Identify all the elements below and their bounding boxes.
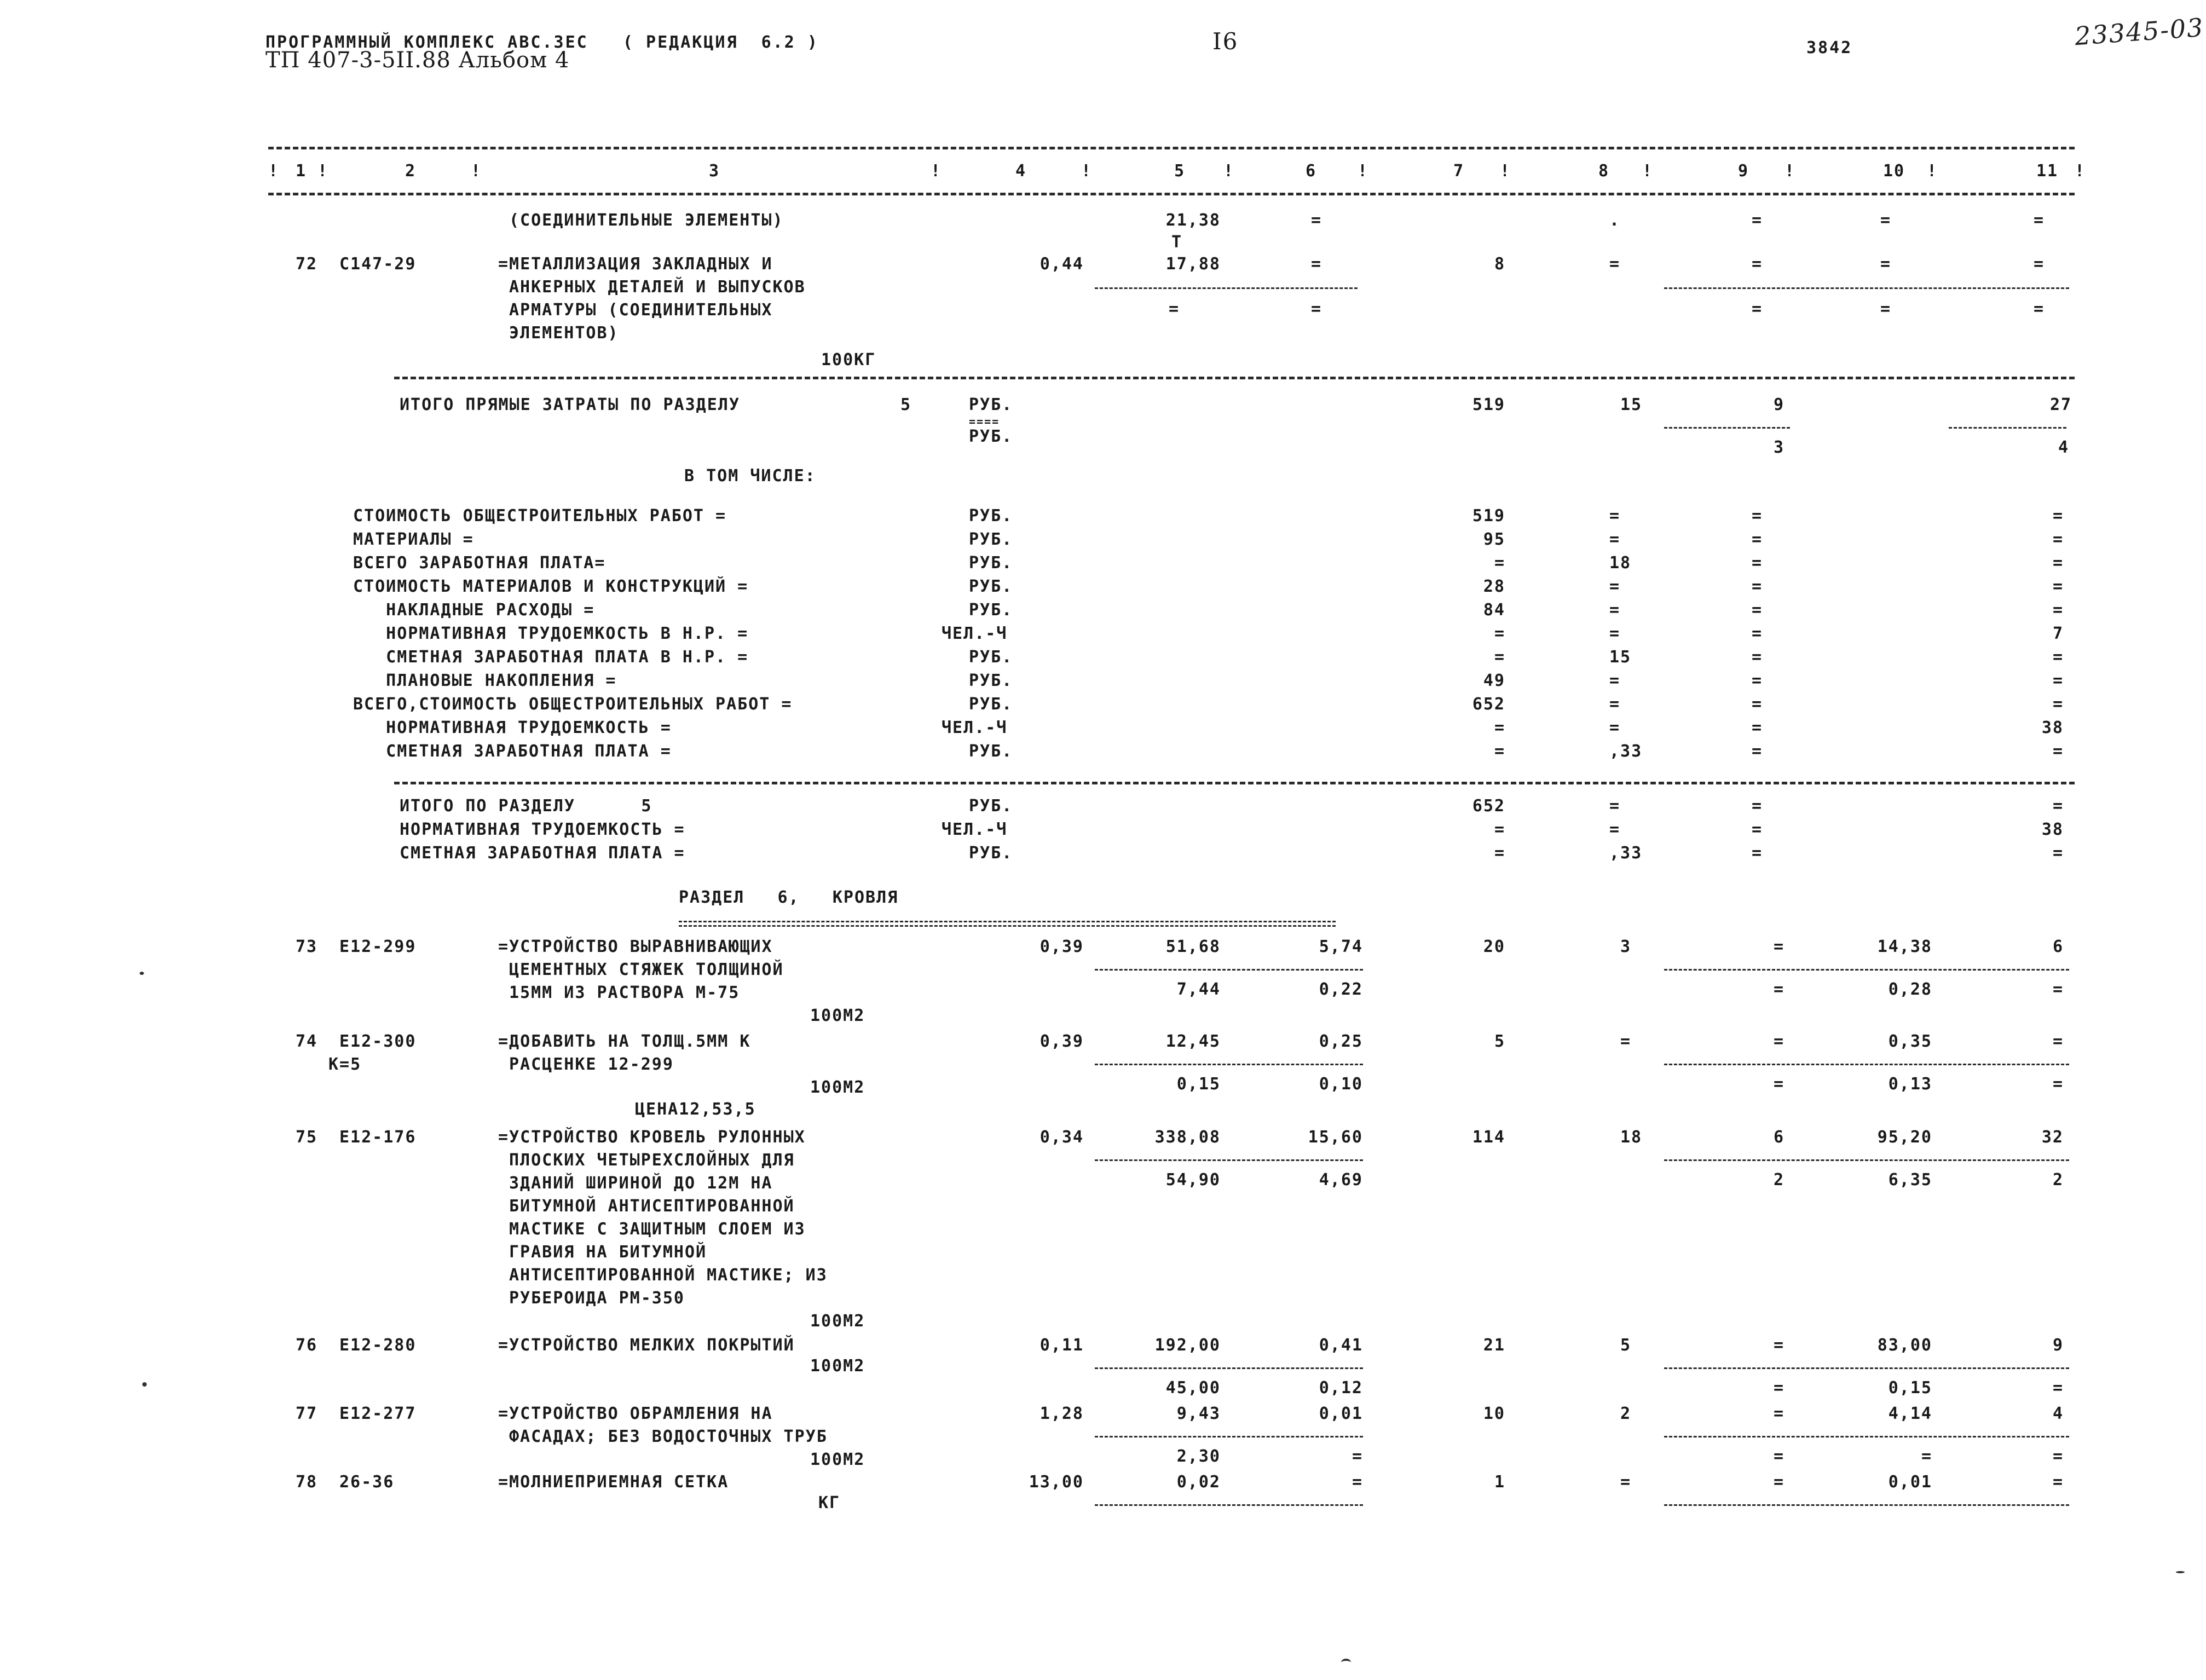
item-c5: 0,02 [1176, 1473, 1221, 1492]
column-header-6: 6 [1306, 161, 1317, 181]
section-total-unit: ЧЕЛ.-Ч [942, 820, 1008, 839]
totals-unit-1: РУБ. [969, 395, 1013, 414]
item-c9: = [1773, 1473, 1785, 1492]
item-code: 26-36 [339, 1473, 395, 1492]
breakdown-c8: = [1609, 718, 1621, 737]
item-c5b: 7,44 [1176, 980, 1221, 999]
breakdown-label: СМЕТНАЯ ЗАРАБОТНАЯ ПЛАТА В Н.Р. = [353, 648, 749, 667]
item-c6b: 0,12 [1319, 1378, 1363, 1398]
item-c11b: = [2052, 1447, 2064, 1466]
item-c7: 20 [1483, 937, 1505, 956]
section-total-c11: 38 [2041, 820, 2064, 839]
item-c11b: = [2052, 980, 2064, 999]
item-rule-c5c6 [1095, 1367, 1363, 1369]
column-header-5: 5 [1174, 161, 1186, 181]
item-c11: 4 [2052, 1404, 2064, 1423]
item-code: Е12-277 [339, 1404, 417, 1423]
section-total-c7: 652 [1472, 796, 1505, 816]
item-c4: 0,39 [1040, 1032, 1084, 1051]
item-c5: 12,45 [1165, 1032, 1221, 1051]
item-c5: 51,68 [1165, 937, 1221, 956]
item-c6: 0,41 [1319, 1336, 1363, 1355]
item-c11: = [2052, 1032, 2064, 1051]
item-unit: КГ [818, 1493, 841, 1512]
item-description-line: =УСТРОЙСТВО ВЫРАВНИВАЮЩИХ [498, 937, 773, 956]
section-total-c11: = [2052, 844, 2064, 863]
breakdown-c8: = [1609, 577, 1621, 596]
item-c7: 5 [1494, 1032, 1505, 1051]
breakdown-c9: = [1752, 601, 1763, 620]
item-c9b: = [1773, 1075, 1785, 1094]
item-72-c10b: = [1880, 299, 1892, 319]
totals-top-rule [394, 377, 2075, 379]
section-total-c8: = [1609, 796, 1621, 816]
item-c10: 0,35 [1888, 1032, 1932, 1051]
item-code: Е12-176 [339, 1128, 417, 1147]
breakdown-c7: 652 [1472, 695, 1505, 714]
column-separator: ! [1500, 161, 1511, 181]
item-c10b: 0,13 [1888, 1075, 1932, 1094]
item-c5: 9,43 [1176, 1404, 1221, 1423]
breakdown-c11: = [2052, 506, 2064, 526]
breakdown-unit: РУБ. [969, 671, 1013, 690]
item-72-rule-c9c11 [1664, 287, 2069, 289]
breakdown-unit: РУБ. [969, 742, 1013, 761]
row-connecting-c9: = [1752, 211, 1763, 230]
totals-c11b: 4 [2058, 438, 2070, 457]
breakdown-label: НАКЛАДНЫЕ РАСХОДЫ = [353, 601, 595, 620]
item-72-line-2: АНКЕРНЫХ ДЕТАЛЕЙ И ВЫПУСКОВ [509, 278, 806, 297]
item-description-line: ГРАВИЯ НА БИТУМНОЙ [509, 1243, 707, 1262]
item-c11b: = [2052, 1075, 2064, 1094]
item-rule-c9c11 [1664, 1367, 2069, 1369]
item-number: 75 [296, 1128, 318, 1147]
breakdown-unit: РУБ. [969, 506, 1013, 526]
item-72-line-3: АРМАТУРЫ (СОЕДИНИТЕЛЬНЫХ [509, 301, 773, 320]
totals-c8: 15 [1620, 395, 1643, 414]
item-c10b: 0,15 [1888, 1378, 1932, 1398]
item-72-c4: 0,44 [1040, 255, 1084, 274]
item-72-c5: 17,88 [1165, 255, 1221, 274]
section-6-underline [679, 921, 1336, 922]
item-c9: = [1773, 937, 1785, 956]
item-rule-c5c6 [1095, 1504, 1363, 1506]
item-c8: 18 [1620, 1128, 1643, 1147]
column-header-2: 2 [405, 161, 417, 181]
totals-rule-c9 [1664, 427, 1790, 429]
breakdown-label: НОРМАТИВНАЯ ТРУДОЕМКОСТЬ = [353, 718, 672, 737]
breakdown-c9: = [1752, 718, 1763, 737]
item-72-line-4: ЭЛЕМЕНТОВ) [509, 324, 619, 343]
item-c6b: 4,69 [1319, 1170, 1363, 1190]
item-number: 76 [296, 1336, 318, 1355]
item-c10: 0,01 [1888, 1473, 1932, 1492]
totals-unit-sep: ==== [969, 415, 1000, 428]
item-c4: 0,11 [1040, 1336, 1084, 1355]
breakdown-c11: = [2052, 601, 2064, 620]
breakdown-c7: 28 [1483, 577, 1505, 596]
table-header-rule [268, 193, 2075, 195]
item-72-c5b: = [1169, 299, 1180, 319]
item-rule-c5c6 [1095, 1159, 1363, 1161]
totals-unit-2: РУБ. [969, 427, 1013, 446]
column-header-7: 7 [1453, 161, 1465, 181]
row-connecting-c8: . [1609, 211, 1621, 230]
item-c5b: 45,00 [1165, 1378, 1221, 1398]
breakdown-unit: РУБ. [969, 648, 1013, 667]
page-number: I6 [1212, 28, 1239, 55]
item-c11: = [2052, 1473, 2064, 1492]
item-c10b: 6,35 [1888, 1170, 1932, 1190]
section-total-label: НОРМАТИВНАЯ ТРУДОЕМКОСТЬ = [400, 820, 685, 839]
item-description-line: АНТИСЕПТИРОВАННОЙ МАСТИКЕ; ИЗ [509, 1266, 828, 1285]
section-total-label: ИТОГО ПО РАЗДЕЛУ 5 [400, 796, 652, 816]
breakdown-label: СТОИМОСТЬ ОБЩЕСТРОИТЕЛЬНЫХ РАБОТ = [353, 506, 727, 526]
item-c8: = [1620, 1032, 1632, 1051]
item-c9: = [1773, 1032, 1785, 1051]
item-description-line: ЗДАНИЙ ШИРИНОЙ ДО 12М НА [509, 1174, 773, 1193]
column-separator: ! [471, 161, 482, 181]
breakdown-c11: = [2052, 695, 2064, 714]
item-c9b: 2 [1773, 1170, 1785, 1190]
breakdown-unit: РУБ. [969, 695, 1013, 714]
item-number: 77 [296, 1404, 318, 1423]
totals-c9b: 3 [1774, 438, 1785, 457]
totals-section-number: 5 [900, 395, 912, 414]
item-72-c11: = [2034, 255, 2045, 274]
album-title: ТП 407-3-5II.88 Альбом 4 [265, 48, 570, 73]
item-c6: 5,74 [1319, 937, 1363, 956]
handwritten-number: 23345-03 [2074, 12, 2205, 51]
breakdown-c8: = [1609, 671, 1621, 690]
item-c8: 5 [1620, 1336, 1632, 1355]
item-code: Е12-280 [339, 1336, 417, 1355]
item-c11: 6 [2052, 937, 2064, 956]
including-label: В ТОМ ЧИСЛЕ: [684, 466, 816, 486]
document-code: 3842 [1806, 38, 1853, 57]
item-c5b: 0,15 [1176, 1075, 1221, 1094]
breakdown-label: СМЕТНАЯ ЗАРАБОТНАЯ ПЛАТА = [353, 742, 672, 761]
breakdown-c7: = [1494, 553, 1505, 573]
item-c7: 21 [1483, 1336, 1505, 1355]
breakdown-c7: = [1494, 742, 1505, 761]
breakdown-unit: РУБ. [969, 553, 1013, 573]
item-description-line: ЦЕМЕНТНЫХ СТЯЖЕК ТОЛЩИНОЙ [509, 960, 784, 979]
column-header-1: 1 [296, 161, 307, 181]
speck [140, 972, 144, 975]
totals-c9: 9 [1774, 395, 1785, 414]
breakdown-c8: = [1609, 624, 1621, 643]
column-separator: ! [1927, 161, 1938, 181]
totals-rule-c11 [1949, 427, 2066, 429]
item-c11b: = [2052, 1378, 2064, 1398]
breakdown-label: НОРМАТИВНАЯ ТРУДОЕМКОСТЬ В Н.Р. = [353, 624, 749, 643]
item-c6: = [1352, 1473, 1363, 1492]
speck [142, 1382, 147, 1387]
column-separator: ! [2075, 161, 2086, 181]
breakdown-label: СТОИМОСТЬ МАТЕРИАЛОВ И КОНСТРУКЦИЙ = [353, 577, 749, 596]
item-description-line: ФАСАДАХ; БЕЗ ВОДОСТОЧНЫХ ТРУБ [509, 1427, 828, 1446]
breakdown-c9: = [1752, 648, 1763, 667]
breakdown-c8: = [1609, 695, 1621, 714]
breakdown-unit: РУБ. [969, 601, 1013, 620]
breakdown-c9: = [1752, 506, 1763, 526]
breakdown-c9: = [1752, 624, 1763, 643]
breakdown-label: МАТЕРИАЛЫ = [353, 530, 474, 549]
breakdown-c9: = [1752, 577, 1763, 596]
item-c6: 15,60 [1308, 1128, 1363, 1147]
item-c10: 83,00 [1877, 1336, 1932, 1355]
section-6-title: РАЗДЕЛ 6, КРОВЛЯ [679, 888, 899, 907]
item-c5: 192,00 [1154, 1336, 1221, 1355]
breakdown-c11: = [2052, 577, 2064, 596]
column-separator: ! [1223, 161, 1235, 181]
item-number: 74 [296, 1032, 318, 1051]
item-rule-c9c11 [1664, 1159, 2069, 1161]
item-rule-c5c6 [1095, 969, 1363, 971]
breakdown-unit: РУБ. [969, 530, 1013, 549]
item-unit: 100М2 [810, 1312, 865, 1331]
breakdown-c9: = [1752, 530, 1763, 549]
item-rule-c5c6 [1095, 1436, 1363, 1437]
item-code: Е12-300 [339, 1032, 417, 1051]
column-separator: ! [931, 161, 942, 181]
section-total-c9: = [1752, 796, 1763, 816]
item-c8: 3 [1620, 937, 1632, 956]
breakdown-c11: = [2052, 742, 2064, 761]
column-header-10: 10 [1883, 161, 1905, 181]
item-unit: 100М2 [810, 1078, 865, 1097]
item-72-c6: = [1311, 255, 1323, 274]
speck [1341, 1659, 1351, 1666]
item-description-line: БИТУМНОЙ АНТИСЕПТИРОВАННОЙ [509, 1197, 795, 1216]
breakdown-label: ВСЕГО,СТОИМОСТЬ ОБЩЕСТРОИТЕЛЬНЫХ РАБОТ = [353, 695, 793, 714]
section-total-c11: = [2052, 796, 2064, 816]
item-c11b: 2 [2052, 1170, 2064, 1190]
section-total-unit: РУБ. [969, 796, 1013, 816]
item-code: Е12-299 [339, 937, 417, 956]
item-c9b: = [1773, 1378, 1785, 1398]
column-header-9: 9 [1738, 161, 1749, 181]
item-c9: 6 [1773, 1128, 1785, 1147]
breakdown-c11: = [2052, 648, 2064, 667]
item-c7: 114 [1472, 1128, 1505, 1147]
column-separator: ! [268, 161, 280, 181]
item-number: 73 [296, 937, 318, 956]
section-total-label: СМЕТНАЯ ЗАРАБОТНАЯ ПЛАТА = [400, 844, 685, 863]
item-c5: 338,08 [1154, 1128, 1221, 1147]
breakdown-c7: 519 [1472, 506, 1505, 526]
item-c9: = [1773, 1336, 1785, 1355]
breakdown-c7: 95 [1483, 530, 1505, 549]
breakdown-unit: ЧЕЛ.-Ч [942, 624, 1008, 643]
item-c4: 13,00 [1029, 1473, 1084, 1492]
item-rule-c9c11 [1664, 1436, 2069, 1437]
speck [2176, 1571, 2185, 1573]
item-description-line: 15ММ ИЗ РАСТВОРА М-75 [509, 983, 740, 1002]
item-72-c6b: = [1311, 299, 1323, 319]
column-separator: ! [1642, 161, 1654, 181]
section-total-c9: = [1752, 844, 1763, 863]
item-rule-c9c11 [1664, 969, 2069, 971]
column-separator: ! [1081, 161, 1093, 181]
breakdown-c11: = [2052, 530, 2064, 549]
breakdown-c8: = [1609, 601, 1621, 620]
totals-c11: 27 [2050, 395, 2072, 414]
breakdown-label: ВСЕГО ЗАРАБОТНАЯ ПЛАТА= [353, 553, 606, 573]
breakdown-unit: РУБ. [969, 577, 1013, 596]
item-c10b: = [1921, 1447, 1932, 1466]
item-description-line: =МОЛНИЕПРИЕМНАЯ СЕТКА [498, 1473, 729, 1492]
section-total-unit: РУБ. [969, 844, 1013, 863]
breakdown-c7: 49 [1483, 671, 1505, 690]
breakdown-c8: = [1609, 506, 1621, 526]
section-totals-rule [394, 782, 2075, 784]
breakdown-c9: = [1752, 695, 1763, 714]
column-header-3: 3 [709, 161, 720, 181]
item-price-note: ЦЕНА12,53,5 [635, 1100, 756, 1119]
item-72-number: 72 [296, 255, 318, 274]
item-c8: 2 [1620, 1404, 1632, 1423]
item-c9: = [1773, 1404, 1785, 1423]
section-total-c8: ,33 [1609, 844, 1643, 863]
item-c6b: 0,22 [1319, 980, 1363, 999]
item-c11: 9 [2052, 1336, 2064, 1355]
column-header-4: 4 [1015, 161, 1027, 181]
table-top-rule [268, 147, 2075, 149]
item-c5b: 2,30 [1176, 1447, 1221, 1466]
item-c8: = [1620, 1473, 1632, 1492]
breakdown-c7: = [1494, 718, 1505, 737]
row-connecting-elements-label: (СОЕДИНИТЕЛЬНЫЕ ЭЛЕМЕНТЫ) [509, 211, 784, 230]
item-c6: 0,01 [1319, 1404, 1363, 1423]
breakdown-c8: 15 [1609, 648, 1632, 667]
column-separator: ! [1785, 161, 1796, 181]
item-description-line: =УСТРОЙСТВО МЕЛКИХ ПОКРЫТИЙ [498, 1336, 795, 1355]
item-c10: 14,38 [1877, 937, 1932, 956]
section-total-c9: = [1752, 820, 1763, 839]
breakdown-label: ПЛАНОВЫЕ НАКОПЛЕНИЯ = [353, 671, 617, 690]
column-header-11: 11 [2036, 161, 2059, 181]
breakdown-c7: = [1494, 648, 1505, 667]
section-total-c7: = [1494, 844, 1505, 863]
item-c10b: 0,28 [1888, 980, 1932, 999]
item-unit: 100М2 [810, 1356, 865, 1376]
item-description-line: =УСТРОЙСТВО КРОВЕЛЬ РУЛОННЫХ [498, 1128, 806, 1147]
breakdown-unit: ЧЕЛ.-Ч [942, 718, 1008, 737]
item-72-c8: = [1609, 255, 1621, 274]
section-total-c7: = [1494, 820, 1505, 839]
item-72-c11b: = [2034, 299, 2045, 319]
breakdown-c8: 18 [1609, 553, 1632, 573]
totals-c7: 519 [1472, 395, 1505, 414]
item-description-line: =УСТРОЙСТВО ОБРАМЛЕНИЯ НА [498, 1404, 773, 1423]
section-total-c8: = [1609, 820, 1621, 839]
breakdown-c8: = [1609, 530, 1621, 549]
item-c4: 0,34 [1040, 1128, 1084, 1147]
section-6-underline-2 [679, 925, 1336, 927]
item-c5b: 54,90 [1165, 1170, 1221, 1190]
column-header-8: 8 [1598, 161, 1610, 181]
breakdown-c9: = [1752, 553, 1763, 573]
item-unit: 100М2 [810, 1450, 865, 1469]
item-rule-c9c11 [1664, 1504, 2069, 1506]
breakdown-c11: = [2052, 671, 2064, 690]
item-description-line: РАСЦЕНКЕ 12-299 [509, 1055, 674, 1074]
item-c9b: = [1773, 980, 1785, 999]
column-separator: ! [1358, 161, 1369, 181]
row-connecting-c10: = [1880, 211, 1892, 230]
program-header: ПРОГРАММНЫЙ КОМПЛЕКС АВС.ЗЕС ( РЕДАКЦИЯ 6.2 ) [265, 33, 819, 52]
item-72-unit: 100КГ [821, 350, 876, 370]
breakdown-c9: = [1752, 671, 1763, 690]
totals-title: ИТОГО ПРЯМЫЕ ЗАТРАТЫ ПО РАЗДЕЛУ [400, 395, 740, 414]
item-c4: 0,39 [1040, 937, 1084, 956]
item-72-line-1: =МЕТАЛЛИЗАЦИЯ ЗАКЛАДНЫХ И [498, 255, 773, 274]
item-c10: 95,20 [1877, 1128, 1932, 1147]
item-description-line: РУБЕРОИДА РМ-350 [509, 1289, 685, 1308]
item-c7: 10 [1483, 1404, 1505, 1423]
item-c7: 1 [1494, 1473, 1505, 1492]
item-code-coefficient: К=5 [328, 1055, 362, 1074]
item-c6b: 0,10 [1319, 1075, 1363, 1094]
item-72-rule-c5c6 [1095, 287, 1358, 289]
item-rule-c9c11 [1664, 1064, 2069, 1065]
item-72-c9: = [1752, 255, 1763, 274]
item-72-c10: = [1880, 255, 1892, 274]
item-c9b: = [1773, 1447, 1785, 1466]
item-c11: 32 [2041, 1128, 2064, 1147]
breakdown-c11: 7 [2052, 624, 2064, 643]
item-72-c7: 8 [1494, 255, 1505, 274]
item-c6b: = [1352, 1447, 1363, 1466]
row-connecting-c6: = [1311, 211, 1323, 230]
breakdown-c7: 84 [1483, 601, 1505, 620]
column-separator: ! [317, 161, 329, 181]
item-description-line: МАСТИКЕ С ЗАЩИТНЫМ СЛОЕМ ИЗ [509, 1220, 806, 1239]
item-c4: 1,28 [1040, 1404, 1084, 1423]
row-connecting-c11: = [2034, 211, 2045, 230]
breakdown-c9: = [1752, 742, 1763, 761]
item-72-code: С147-29 [339, 255, 417, 274]
breakdown-c11: = [2052, 553, 2064, 573]
row-t-mark: Т [1171, 233, 1183, 252]
item-description-line: =ДОБАВИТЬ НА ТОЛЩ.5ММ К [498, 1032, 751, 1051]
item-description-line: ПЛОСКИХ ЧЕТЫРЕХСЛОЙНЫХ ДЛЯ [509, 1151, 795, 1170]
item-c10: 4,14 [1888, 1404, 1932, 1423]
item-number: 78 [296, 1473, 318, 1492]
item-72-c9b: = [1752, 299, 1763, 319]
item-rule-c5c6 [1095, 1064, 1363, 1065]
item-c6: 0,25 [1319, 1032, 1363, 1051]
breakdown-c11: 38 [2041, 718, 2064, 737]
breakdown-c8: ,33 [1609, 742, 1643, 761]
row-connecting-c5: 21,38 [1165, 211, 1221, 230]
item-unit: 100М2 [810, 1006, 865, 1025]
breakdown-c7: = [1494, 624, 1505, 643]
